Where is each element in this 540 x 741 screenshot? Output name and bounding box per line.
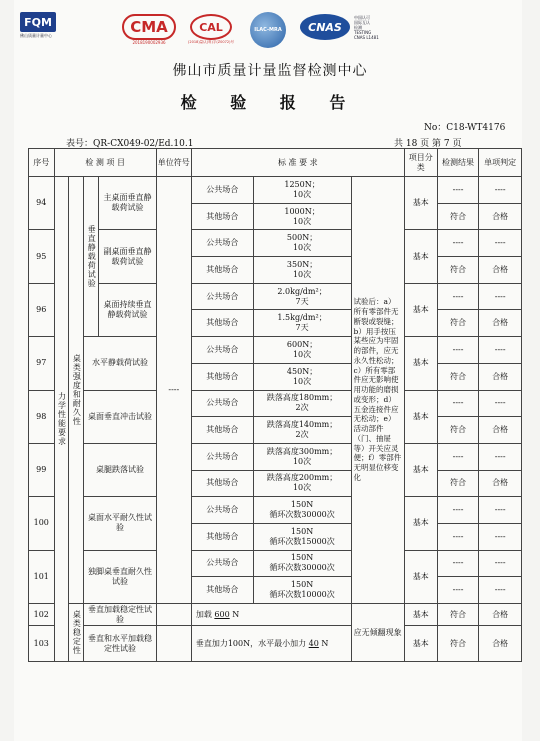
durability-note: 试验后：a）所有零部件无断裂或裂缝；b）用手按压某些应为牢固的部件，应无永久性松动；c）所有零部件应无影响使用功能的磨损或变形；d）五金连接件应无松动；e）活动部件（门、抽屉等）开关应灵便；f）零部件无明显位移变化 [351,177,404,604]
row-item-name: 垂直和水平加载稳定性试验 [84,626,156,662]
row-item-name: 桌面持续垂直静载荷试验 [99,283,157,336]
row-other-label: 其他场合 [191,523,253,550]
row-seq: 99 [29,443,55,496]
row-other-requirement: 150N 循环次数10000次 [253,577,351,604]
cma-number: 2018190002936 [132,40,166,45]
group-strength-label: 桌类强度和耐久性 [69,177,84,604]
header-unit: 单位符号 [156,149,191,177]
cal-logo [190,14,238,45]
row-public-label: 公共场合 [191,390,253,417]
row-public-result: ---- [437,337,479,364]
test-results-table [28,148,522,662]
table-row [29,283,522,310]
row-category: 基本 [404,604,437,626]
header-standard: 标 准 要 求 [191,149,404,177]
row-public-judgement: ---- [479,177,522,204]
stability-note: 应无倾翻现象 [351,604,404,662]
row-other-requirement: 1000N； 10次 [253,203,351,230]
row-public-requirement: 150N 循环次数30000次 [253,550,351,577]
row-public-judgement: ---- [479,497,522,524]
row-category: 基本 [404,497,437,550]
row-seq: 98 [29,390,55,443]
row-seq: 97 [29,337,55,390]
table-row [29,497,522,524]
row-other-label: 其他场合 [191,577,253,604]
row-item-name: 主桌面垂直静载荷试验 [99,177,157,230]
table-row [29,626,522,662]
row-item-name: 独脚桌垂直耐久性试验 [84,550,156,603]
header-seq: 序号 [29,149,55,177]
row-public-requirement: 600N； 10次 [253,337,351,364]
row-public-requirement: 150N 循环次数30000次 [253,497,351,524]
row-requirement [191,604,351,626]
row-public-result: ---- [437,177,479,204]
fqm-logo-mark: FQM [20,12,56,32]
row-category: 基本 [404,283,437,336]
row-other-judgement: 合格 [479,203,522,230]
row-other-judgement: ---- [479,577,522,604]
row-public-judgement: ---- [479,550,522,577]
row-public-judgement: ---- [479,337,522,364]
row-other-label: 其他场合 [191,417,253,444]
fqm-logo-caption: 佛山质量计量中心 [20,33,52,38]
row-other-requirement: 跌落高度140mm； 2次 [253,417,351,444]
fqm-logo [20,12,60,38]
row-item-name: 副桌面垂直静载荷试验 [99,230,157,283]
row-item-name: 水平静载荷试验 [84,337,156,390]
header-item: 检 测 项 目 [54,149,156,177]
cnas-logo [300,14,379,40]
requirement-value: 40 [308,638,319,648]
row-seq: 103 [29,626,55,662]
row-other-judgement: 合格 [479,417,522,444]
page-indicator: 共 18 页 第 7 页 [394,139,462,149]
row-other-requirement: 跌落高度200mm； 10次 [253,470,351,497]
row-public-label: 公共场合 [191,443,253,470]
row-public-requirement: 跌落高度300mm； 10次 [253,443,351,470]
header-category: 项目分类 [404,149,437,177]
cma-mark: CMA [122,14,176,40]
row-other-judgement: 合格 [479,470,522,497]
row-item-name: 垂直加载稳定性试验 [84,604,156,626]
row-public-label: 公共场合 [191,177,253,204]
table-row [29,337,522,364]
row-other-label: 其他场合 [191,203,253,230]
row-other-label: 其他场合 [191,363,253,390]
row-public-label: 公共场合 [191,497,253,524]
cnas-caption-4: TESTING [354,29,372,35]
row-public-judgement: ---- [479,390,522,417]
table-row [29,550,522,577]
header-result: 检测结果 [437,149,479,177]
row-other-label: 其他场合 [191,470,253,497]
row-other-judgement: ---- [479,523,522,550]
row-public-requirement: 500N； 10次 [253,230,351,257]
row-seq: 102 [29,604,55,626]
row-result: 符合 [437,604,479,626]
table-row [29,443,522,470]
header-judgement: 单项判定 [479,149,522,177]
row-public-judgement: ---- [479,283,522,310]
row-public-result: ---- [437,550,479,577]
group-static-label: 垂直静载荷试验 [84,177,99,337]
row-category: 基本 [404,626,437,662]
row-other-result: 符合 [437,363,479,390]
row-item-name: 桌面垂直冲击试验 [84,390,156,443]
row-other-requirement: 350N； 10次 [253,257,351,284]
row-item-name: 桌腿跌落试验 [84,443,156,496]
row-seq: 101 [29,550,55,603]
row-other-label: 其他场合 [191,310,253,337]
row-public-judgement: ---- [479,443,522,470]
row-public-result: ---- [437,443,479,470]
requirement-prefix: 加载 [195,609,215,619]
table-row [29,177,522,204]
report-number: No：C18-WT4176 [424,123,506,133]
row-category: 基本 [404,177,437,230]
row-public-result: ---- [437,283,479,310]
requirement-prefix: 垂直加力100N，水平最小加力 [195,638,309,648]
row-other-requirement: 1.5kg/dm²； 7天 [253,310,351,337]
cnas-caption-5: CNAS L1481 [354,34,379,40]
row-seq: 94 [29,177,55,230]
form-number: 表号：QR-CX049-02/Ed.10.1 [66,139,194,149]
row-other-judgement: 合格 [479,257,522,284]
requirement-suffix: N [229,609,240,619]
row-other-judgement: 合格 [479,310,522,337]
table-row [29,230,522,257]
row-other-requirement: 150N 循环次数15000次 [253,523,351,550]
table-row [29,390,522,417]
group-stability-label: 桌类稳定性 [69,604,84,662]
row-other-result: 符合 [437,257,479,284]
cnas-mark: CNAS [300,14,350,40]
row-other-result: 符合 [437,203,479,230]
ilac-mra-mark: ILAC-MRA [250,12,286,48]
group-mechanical-label: 力学性能要求 [54,177,69,662]
row-public-result: ---- [437,230,479,257]
ilac-mra-logo [250,12,286,48]
row-public-requirement: 1250N； 10次 [253,177,351,204]
row-other-result: 符合 [437,470,479,497]
row-seq: 96 [29,283,55,336]
requirement-value: 600 [214,609,230,619]
row-seq: 95 [29,230,55,283]
cal-number: (2018)量认(粤)字(Z0072)号 [188,40,234,44]
row-category: 基本 [404,230,437,283]
row-category: 基本 [404,443,437,496]
table-header-row [29,149,522,177]
report-title: 检 验 报 告 [180,93,360,112]
row-public-label: 公共场合 [191,337,253,364]
row-other-requirement: 450N； 10次 [253,363,351,390]
row-requirement [191,626,351,662]
row-item-name: 桌面水平耐久性试验 [84,497,156,550]
cal-mark: CAL [190,14,232,40]
row-public-label: 公共场合 [191,550,253,577]
cnas-caption-2: 国际互认 [354,19,370,25]
table-row [29,604,522,626]
row-public-result: ---- [437,497,479,524]
row-category: 基本 [404,337,437,390]
row-public-requirement: 跌落高度180mm； 2次 [253,390,351,417]
row-result: 符合 [437,626,479,662]
row-other-result: 符合 [437,310,479,337]
row-unit [156,604,191,626]
row-public-label: 公共场合 [191,230,253,257]
row-category: 基本 [404,550,437,603]
cnas-caption-1: 中国认可 [354,14,370,20]
row-other-result: ---- [437,577,479,604]
row-public-result: ---- [437,390,479,417]
row-other-judgement: 合格 [479,363,522,390]
row-judgement: 合格 [479,626,522,662]
row-unit: ---- [156,177,191,604]
row-other-result: ---- [437,523,479,550]
row-public-label: 公共场合 [191,283,253,310]
row-other-result: 符合 [437,417,479,444]
row-unit [156,626,191,662]
organization-name: 佛山市质量计量监督检测中心 [172,63,368,79]
row-public-judgement: ---- [479,230,522,257]
row-judgement: 合格 [479,604,522,626]
row-category: 基本 [404,390,437,443]
row-public-requirement: 2.0kg/dm²； 7天 [253,283,351,310]
requirement-suffix: N [318,638,329,648]
row-seq: 100 [29,497,55,550]
cnas-caption-3: 检测 [354,24,362,30]
row-other-label: 其他场合 [191,257,253,284]
cma-logo [122,14,176,45]
